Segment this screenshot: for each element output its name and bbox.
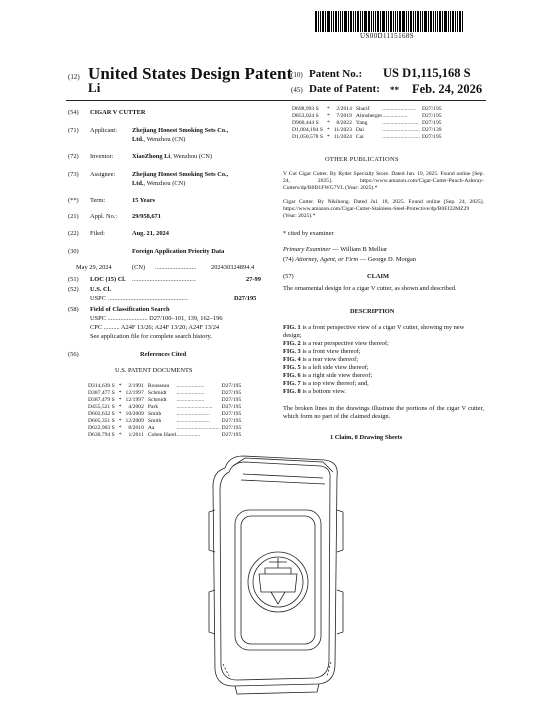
- barcode-bar: [393, 11, 394, 32]
- barcode-bar: [420, 11, 421, 32]
- barcode-bar: [333, 11, 334, 32]
- citation-star: *: [118, 397, 122, 403]
- citation-dots: ..........................: [382, 120, 419, 126]
- loc-label: LOC (15) Cl.: [90, 276, 126, 283]
- barcode-bar: [360, 11, 361, 32]
- other-publications-heading: OTHER PUBLICATIONS: [325, 156, 399, 163]
- barcode-bar: [344, 11, 347, 32]
- citation-dots: ....................: [176, 383, 205, 389]
- citation-number: D1,004,184 S: [292, 127, 323, 133]
- barcode-bar: [364, 11, 367, 32]
- barcode-bar: [331, 11, 332, 32]
- citation-number: D698,993 S: [292, 106, 319, 112]
- citation-row: [88, 397, 241, 404]
- citation-star: *: [326, 106, 330, 112]
- barcode-bar: [388, 11, 389, 32]
- citation-class: D27/195: [221, 418, 242, 424]
- figure-text: is a bottom view.: [300, 388, 346, 395]
- patent-date: Feb. 24, 2026: [412, 82, 483, 96]
- citation-name: Almsberger: [355, 113, 383, 119]
- attorney-label: Attorney, Agent, or Firm: [295, 256, 359, 263]
- appl-no-value: 29/958,671: [132, 213, 161, 220]
- barcode-bar: [417, 11, 419, 32]
- citation-name: Park: [147, 404, 159, 410]
- citation-date: 10/2009: [125, 411, 144, 417]
- citation-row: [292, 113, 442, 120]
- inventor-location: , Wenzhou (CN): [170, 153, 212, 160]
- examiner-label: Primary Examiner: [283, 246, 331, 253]
- citation-number: D960,444 S: [292, 120, 319, 126]
- barcode-bar: [373, 11, 374, 32]
- citation-date: 2/2014: [336, 106, 352, 112]
- citation-row: [292, 134, 442, 141]
- figure-text: is a rear view thereof;: [300, 356, 359, 363]
- barcode-bar: [459, 11, 461, 32]
- appl-no-label: Appl. No.:: [90, 213, 118, 220]
- citation-name: Sharif: [355, 106, 370, 112]
- design-drawing: [185, 450, 365, 700]
- citation-date: 11/2023: [333, 127, 352, 133]
- figure-item: [283, 364, 484, 372]
- barcode-bar: [430, 11, 432, 32]
- barcode-bar: [362, 11, 363, 32]
- citation-name: Smith: [147, 411, 162, 417]
- barcode-bar: [357, 11, 359, 32]
- field-code: (54): [68, 109, 79, 116]
- citation-class: D27/195: [221, 411, 242, 417]
- country-code: (12): [68, 73, 80, 81]
- barcode-bar: [410, 11, 412, 32]
- citation-number: D602,632 S: [88, 411, 115, 417]
- field-code: (51): [68, 276, 79, 283]
- figure-item: [283, 324, 484, 340]
- figure-label: FIG. 7: [283, 380, 301, 387]
- citation-class: D27/195: [221, 425, 242, 431]
- barcode-bar: [408, 11, 409, 32]
- citation-dots: ..........................: [176, 404, 213, 410]
- uspc-value: D27/195: [234, 295, 257, 302]
- citation-row: [88, 390, 241, 397]
- citation-dots: ..................: [382, 113, 408, 119]
- loc-value: 27-99: [246, 276, 261, 283]
- field-code: (30): [68, 248, 79, 255]
- citation-class: D27/195: [421, 134, 442, 140]
- citation-number: D314,639 S: [88, 383, 115, 389]
- broken-lines-note: The broken lines in the drawings illustrate the portions of the cigar V cutter, which form no part of the claimed design.: [283, 405, 484, 420]
- barcode-bar: [435, 11, 436, 32]
- barcode-bar: [377, 11, 379, 32]
- citation-class: D27/195: [221, 404, 242, 410]
- references-heading: References Cited: [140, 351, 187, 358]
- barcode-bar: [335, 11, 337, 32]
- design-title: CIGAR V CUTTER: [90, 109, 146, 116]
- applicant-suffix: Ltd.: [132, 136, 144, 143]
- barcode-bar: [338, 11, 339, 32]
- header-rule: [66, 100, 486, 101]
- applicant-name: Zhejiang Honest Smoking Sets Co.,: [132, 127, 229, 134]
- date-marks: **: [390, 85, 399, 95]
- barcode-bar: [415, 11, 416, 32]
- barcode-bar: [439, 11, 441, 32]
- barcode-bar: [382, 11, 385, 32]
- barcode-bar: [390, 11, 392, 32]
- barcode-bar: [325, 11, 326, 32]
- uspc-label: USPC: [90, 295, 106, 302]
- citation-class: D27/195: [221, 432, 242, 438]
- citation-row: [88, 432, 241, 439]
- publication-1: V Cut Cigar Cutter. By Ryder Specialty Store. Dated Jan. 19, 2025. Found online [Sep. 24, 2025]. https://www.amazon.com/Cigar-Cutter-Punch-Ashtray-Cutters/dp/B0D1FWG7VL (Year: 2025).*: [283, 171, 484, 191]
- citation-class: D27/195: [221, 397, 242, 403]
- citation-class: D27/195: [421, 120, 442, 126]
- barcode-bar: [455, 11, 456, 32]
- citation-name: Smith: [147, 418, 162, 424]
- uspc-dots: ..................................................: [108, 295, 188, 302]
- attorney-code: (74): [283, 256, 294, 263]
- barcode-bar: [437, 11, 438, 32]
- barcode-bar: [397, 11, 398, 32]
- citation-class: D27/195: [221, 390, 242, 396]
- figure-label: FIG. 5: [283, 364, 301, 371]
- citation-dots: ........................: [382, 106, 416, 112]
- figure-item: [283, 380, 484, 388]
- barcode-bar: [327, 11, 330, 32]
- us-docs-heading: U.S. PATENT DOCUMENTS: [115, 367, 193, 374]
- citation-dots: ........................: [176, 411, 210, 417]
- us-cl-label: U.S. Cl.: [90, 286, 111, 293]
- citation-number: D853,024 S: [292, 113, 319, 119]
- filed-value: Aug. 21, 2024: [132, 230, 169, 237]
- barcode-bar: [442, 11, 443, 32]
- publication-2: Cigar Cutter. By Nikihong. Dated Jul. 18, 2025. Found online [Sep. 24, 2025]. https://www.amazon.com/Cigar-Cutter-Stainless-Steel-Protective/dp/B0FJ22MZ29 (Year: 2025).*: [283, 199, 484, 219]
- field-code: (52): [68, 286, 79, 293]
- figure-label: FIG. 6: [283, 372, 301, 379]
- citation-row: [292, 120, 442, 127]
- citation-date: 7/2019: [336, 113, 352, 119]
- examiner-name: — William B Melliar: [330, 246, 388, 253]
- barcode-bar: [444, 11, 447, 32]
- figure-text: is a top view thereof; and,: [300, 380, 369, 387]
- citation-number: D387,479 S: [88, 397, 115, 403]
- barcode-bar: [375, 11, 376, 32]
- priority-date: May 29, 2024: [76, 264, 112, 271]
- figure-label: FIG. 3: [283, 348, 301, 355]
- barcode-bar: [318, 11, 319, 32]
- citation-star: *: [326, 127, 330, 133]
- field-code: (71): [68, 127, 79, 134]
- citation-dots: ...............................: [176, 425, 220, 431]
- figure-item: [283, 372, 484, 380]
- priority-number: 202430324894.4: [211, 264, 255, 271]
- citation-name: Dai: [355, 127, 364, 133]
- barcode-bar: [380, 11, 381, 32]
- citation-row: [88, 425, 241, 432]
- date-code: (45): [291, 86, 303, 94]
- citation-date: 8/2022: [336, 120, 352, 126]
- citation-date: 11/2024: [333, 134, 352, 140]
- barcode-bar: [355, 11, 356, 32]
- barcode-bar: [371, 11, 372, 32]
- barcode-bar: [386, 11, 387, 32]
- barcode-bar: [315, 11, 317, 32]
- citation-star: *: [118, 383, 122, 389]
- figure-text: is a right side view thereof;: [300, 372, 373, 379]
- citation-star: *: [118, 404, 122, 410]
- barcode: [315, 11, 483, 32]
- barcode-bar: [424, 11, 427, 32]
- figure-item: [283, 348, 484, 356]
- barcode-bar: [462, 11, 463, 32]
- field-search-uspc: USPC ......................... D27/100–101, 139, 162–196: [90, 315, 223, 322]
- citation-star: *: [118, 390, 122, 396]
- barcode-bar: [348, 11, 349, 32]
- citation-date: 12/1997: [125, 390, 144, 396]
- citation-name: Rousseau: [147, 383, 170, 389]
- date-label: Date of Patent:: [309, 83, 380, 95]
- citation-star: *: [326, 134, 330, 140]
- applicant-location: , Wenzhou (CN): [143, 136, 186, 143]
- citation-date: 8/2010: [128, 425, 144, 431]
- field-code: (22): [68, 230, 79, 237]
- barcode-bar: [395, 11, 396, 32]
- patent-no-code: (10): [291, 71, 303, 79]
- figure-item: [283, 356, 484, 364]
- loc-dots: ........................................: [132, 276, 196, 283]
- barcode-bar: [406, 11, 407, 32]
- barcode-bar: [353, 11, 354, 32]
- attorney-name: — George D. Morgan: [358, 256, 416, 263]
- claims-sheets: 1 Claim, 8 Drawing Sheets: [330, 434, 403, 441]
- citation-class: D27/195: [221, 383, 242, 389]
- figure-label: FIG. 1: [283, 324, 301, 331]
- priority-country: (CN): [132, 264, 146, 271]
- citation-date: 12/2009: [125, 418, 144, 424]
- citation-name: Cai: [355, 134, 364, 140]
- claim-heading: CLAIM: [367, 273, 390, 280]
- barcode-bar: [448, 11, 449, 32]
- citation-date: 12/1997: [125, 397, 144, 403]
- inventor-label: Inventor:: [90, 153, 114, 160]
- citations-table-right: [292, 106, 442, 141]
- citation-dots: ...........................: [382, 134, 420, 140]
- assignee-name: Zhejiang Honest Smoking Sets Co.,: [132, 171, 229, 178]
- citation-number: D1,050,578 S: [292, 134, 323, 140]
- citation-dots: ...........................: [382, 127, 420, 133]
- citation-name: Yang: [355, 120, 368, 126]
- figure-text: is a left side view thereof;: [300, 364, 369, 371]
- barcode-bar: [422, 11, 423, 32]
- field-code: (**): [68, 197, 79, 204]
- barcode-bar: [322, 11, 324, 32]
- barcode-bar: [399, 11, 401, 32]
- citation-star: *: [118, 425, 122, 431]
- citation-row: [292, 106, 442, 113]
- field-code: (58): [68, 306, 79, 313]
- barcode-number: US00D1115168S: [360, 32, 415, 40]
- citation-row: [88, 418, 241, 425]
- assignee-label: Assignee:: [90, 171, 116, 178]
- citation-row: [88, 411, 241, 418]
- figure-label: FIG. 8: [283, 388, 301, 395]
- barcode-bar: [368, 11, 370, 32]
- figure-text: is a rear perspective view thereof;: [300, 340, 389, 347]
- priority-heading: Foreign Application Priority Data: [132, 248, 225, 255]
- figure-text: is a front view thereof;: [300, 348, 361, 355]
- figure-descriptions: [283, 324, 484, 396]
- citation-name: Schmidt: [147, 390, 167, 396]
- assignee-location: , Wenzhou (CN): [143, 180, 186, 187]
- figure-item: [283, 340, 484, 348]
- applicant-label: Applicant:: [90, 127, 117, 134]
- barcode-bar: [450, 11, 451, 32]
- barcode-bar: [413, 11, 414, 32]
- document-title: United States Design Patent: [88, 64, 293, 83]
- term-value: 15 Years: [132, 197, 156, 204]
- figure-item: [283, 388, 484, 396]
- citation-star: *: [118, 418, 122, 424]
- barcode-bar: [428, 11, 429, 32]
- barcode-bar: [340, 11, 341, 32]
- citation-dots: ....................: [176, 390, 205, 396]
- description-heading: DESCRIPTION: [350, 308, 395, 315]
- citations-table-left: [88, 383, 241, 439]
- inventor-name: XiaoZhong Li: [132, 153, 171, 160]
- citation-class: D27/195: [421, 106, 442, 112]
- citation-number: D455,521 S: [88, 404, 115, 410]
- citation-star: *: [326, 113, 330, 119]
- field-code: (73): [68, 171, 79, 178]
- citation-name: Cohen Harel: [147, 432, 177, 438]
- assignee-suffix: Ltd.: [132, 180, 144, 187]
- field-search-label: Field of Classification Search: [90, 306, 170, 313]
- field-search-note: See application file for complete search history.: [90, 333, 212, 340]
- citation-star: *: [118, 432, 122, 438]
- filed-label: Filed:: [90, 230, 105, 237]
- citation-dots: ....................: [176, 397, 205, 403]
- citation-star: *: [118, 411, 122, 417]
- citation-date: 4/2002: [128, 404, 144, 410]
- citation-class: D27/195: [421, 113, 442, 119]
- field-code: (56): [68, 351, 79, 358]
- barcode-bar: [457, 11, 458, 32]
- figure-text: is a front perspective view of a cigar V cutter, showing my new design;: [283, 324, 465, 339]
- citation-dots: .................: [176, 432, 201, 438]
- barcode-bar: [350, 11, 352, 32]
- field-search-cpc: CPC .......... A24F 13/26; A24F 13/20; A24F 13/24: [90, 324, 220, 331]
- citation-number: D605,351 S: [88, 418, 115, 424]
- citation-number: D387,477 S: [88, 390, 115, 396]
- priority-dots: ..........................: [155, 264, 197, 271]
- citation-dots: ........................: [176, 418, 210, 424]
- barcode-bar: [452, 11, 454, 32]
- citation-date: 2/1991: [128, 383, 144, 389]
- cited-by-examiner: * cited by examiner: [283, 230, 334, 237]
- citation-name: Aa: [147, 425, 155, 431]
- barcode-bar: [320, 11, 321, 32]
- figure-label: FIG. 4: [283, 356, 301, 363]
- patent-no-label: Patent No.:: [309, 68, 363, 80]
- citation-number: D622,903 S: [88, 425, 115, 431]
- field-code: (21): [68, 213, 79, 220]
- term-label: Term:: [90, 197, 106, 204]
- citation-number: D630,794 S: [88, 432, 115, 438]
- citation-name: Schmidt: [147, 397, 167, 403]
- inventor-short: Li: [88, 80, 101, 95]
- citation-row: [88, 404, 241, 411]
- claim-text: The ornamental design for a cigar V cutter, as shown and described.: [283, 285, 457, 292]
- barcode-bar: [342, 11, 343, 32]
- citation-row: [88, 383, 241, 390]
- citation-date: 1/2011: [128, 432, 144, 438]
- barcode-bar: [402, 11, 405, 32]
- field-code: (72): [68, 153, 79, 160]
- barcode-bar: [433, 11, 434, 32]
- citation-class: D27/139: [421, 127, 442, 133]
- figure-label: FIG. 2: [283, 340, 301, 347]
- citation-star: *: [326, 120, 330, 126]
- citation-row: [292, 127, 442, 134]
- patent-number: US D1,115,168 S: [383, 66, 471, 80]
- claim-code: (57): [283, 273, 294, 280]
